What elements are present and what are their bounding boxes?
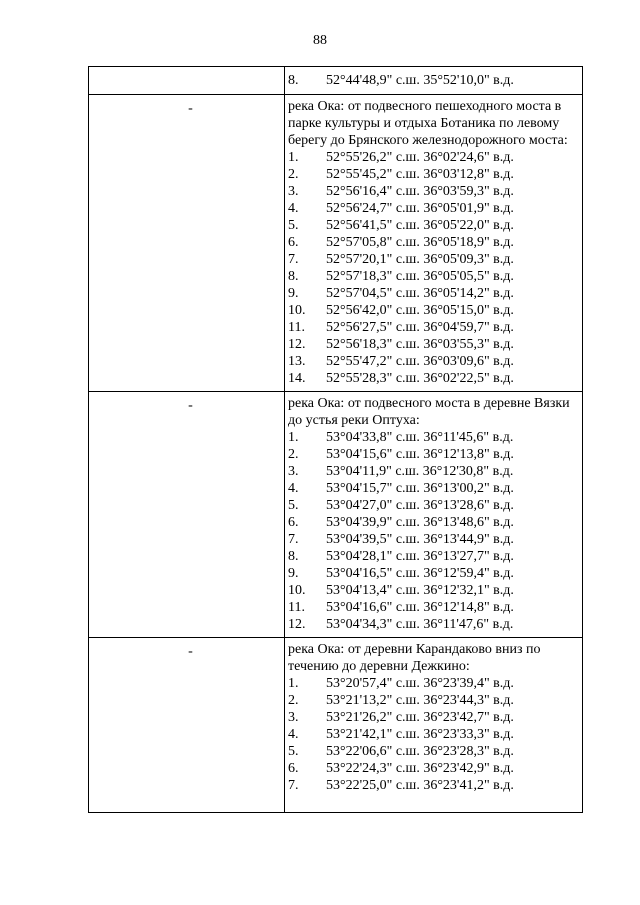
coordinate-number: 8. xyxy=(288,73,299,88)
coordinate-row xyxy=(288,251,582,268)
coordinate-row xyxy=(288,268,582,285)
section-marker: - xyxy=(188,101,193,116)
coordinate-number: 14. xyxy=(288,371,306,386)
table-row-section xyxy=(89,638,583,813)
coordinate-number: 2. xyxy=(288,167,299,182)
left-cell xyxy=(89,95,285,392)
coordinate-value: 53°22'06,6" с.ш. 36°23'28,3" в.д. xyxy=(326,744,514,759)
coordinate-number: 2. xyxy=(288,447,299,462)
coordinate-value: 53°21'42,1" с.ш. 36°23'33,3" в.д. xyxy=(326,727,514,742)
coordinate-number: 13. xyxy=(288,354,306,369)
coordinate-row xyxy=(288,463,582,480)
coordinate-row xyxy=(288,200,582,217)
right-cell xyxy=(285,95,583,392)
coordinate-value: 52°56'42,0" с.ш. 36°05'15,0" в.д. xyxy=(326,303,514,318)
coordinate-row xyxy=(288,599,582,616)
coordinate-number: 4. xyxy=(288,481,299,496)
coordinate-value: 52°57'05,8" с.ш. 36°05'18,9" в.д. xyxy=(326,235,514,250)
coordinate-value: 53°04'16,5" с.ш. 36°12'59,4" в.д. xyxy=(326,566,514,581)
table-row-section xyxy=(89,392,583,638)
coordinate-number: 6. xyxy=(288,515,299,530)
coordinate-value: 52°55'45,2" с.ш. 36°03'12,8" в.д. xyxy=(326,167,514,182)
coordinate-number: 12. xyxy=(288,617,306,632)
coordinate-number: 7. xyxy=(288,252,299,267)
table-row-continuation xyxy=(89,67,583,95)
coordinate-row xyxy=(288,565,582,582)
coordinates-table xyxy=(88,66,583,813)
right-cell xyxy=(285,67,583,95)
coordinate-value: 52°56'41,5" с.ш. 36°05'22,0" в.д. xyxy=(326,218,514,233)
coordinate-value: 52°56'16,4" с.ш. 36°03'59,3" в.д. xyxy=(326,184,514,199)
coordinate-row xyxy=(288,675,582,692)
section-description: река Ока: от подвесного моста в деревне Вязки до устья реки Оптуха: xyxy=(288,396,570,428)
coordinate-value: 53°04'28,1" с.ш. 36°13'27,7" в.д. xyxy=(326,549,514,564)
coordinate-number: 1. xyxy=(288,430,299,445)
coordinate-row xyxy=(288,72,582,89)
coordinate-row xyxy=(288,166,582,183)
coordinate-number: 8. xyxy=(288,549,299,564)
coordinate-value: 52°44'48,9" с.ш. 35°52'10,0" в.д. xyxy=(326,73,514,88)
coordinate-row xyxy=(288,692,582,709)
coordinate-row xyxy=(288,149,582,166)
left-cell xyxy=(89,67,285,95)
section-description: река Ока: от деревни Карандаково вниз по течению до деревни Дежкино: xyxy=(288,642,541,674)
coordinate-row xyxy=(288,760,582,777)
coordinate-row xyxy=(288,217,582,234)
coordinate-row xyxy=(288,548,582,565)
coordinate-number: 11. xyxy=(288,600,305,615)
coordinate-number: 3. xyxy=(288,184,299,199)
coordinate-value: 52°57'04,5" с.ш. 36°05'14,2" в.д. xyxy=(326,286,514,301)
coordinate-number: 1. xyxy=(288,150,299,165)
coordinate-number: 6. xyxy=(288,761,299,776)
coordinate-row xyxy=(288,429,582,446)
coordinate-number: 5. xyxy=(288,744,299,759)
coordinate-value: 52°56'18,3" с.ш. 36°03'55,3" в.д. xyxy=(326,337,514,352)
coordinate-row xyxy=(288,514,582,531)
coordinate-value: 52°55'28,3" с.ш. 36°02'22,5" в.д. xyxy=(326,371,514,386)
coordinate-number: 9. xyxy=(288,286,299,301)
coordinate-number: 3. xyxy=(288,464,299,479)
coordinate-value: 52°56'27,5" с.ш. 36°04'59,7" в.д. xyxy=(326,320,514,335)
coordinate-number: 12. xyxy=(288,337,306,352)
coordinate-value: 53°22'25,0" с.ш. 36°23'41,2" в.д. xyxy=(326,778,514,793)
coordinate-row xyxy=(288,480,582,497)
coordinate-row xyxy=(288,353,582,370)
coordinate-number: 1. xyxy=(288,676,299,691)
page-number: 88 xyxy=(313,33,327,48)
coordinate-value: 53°04'13,4" с.ш. 36°12'32,1" в.д. xyxy=(326,583,514,598)
left-cell xyxy=(89,392,285,638)
coordinate-row xyxy=(288,497,582,514)
coordinate-value: 53°20'57,4" с.ш. 36°23'39,4" в.д. xyxy=(326,676,514,691)
coordinate-number: 9. xyxy=(288,566,299,581)
coordinate-number: 7. xyxy=(288,532,299,547)
coordinate-value: 52°57'18,3" с.ш. 36°05'05,5" в.д. xyxy=(326,269,514,284)
section-description: река Ока: от подвесного пешеходного моста в парке культуры и отдыха Ботаника по левому берегу до Брянского железнодорожного моста: xyxy=(288,99,568,148)
coordinate-value: 53°22'24,3" с.ш. 36°23'42,9" в.д. xyxy=(326,761,514,776)
left-cell xyxy=(89,638,285,813)
coordinate-number: 6. xyxy=(288,235,299,250)
coordinate-value: 53°21'13,2" с.ш. 36°23'44,3" в.д. xyxy=(326,693,514,708)
coordinate-value: 53°04'34,3" с.ш. 36°11'47,6" в.д. xyxy=(326,617,514,632)
coordinate-value: 52°55'47,2" с.ш. 36°03'09,6" в.д. xyxy=(326,354,514,369)
coordinate-row xyxy=(288,616,582,633)
coordinate-number: 3. xyxy=(288,710,299,725)
coordinate-value: 52°57'20,1" с.ш. 36°05'09,3" в.д. xyxy=(326,252,514,267)
coordinate-row xyxy=(288,234,582,251)
coordinate-number: 4. xyxy=(288,727,299,742)
coordinate-row xyxy=(288,582,582,599)
coordinate-number: 7. xyxy=(288,778,299,793)
coordinate-value: 53°04'27,0" с.ш. 36°13'28,6" в.д. xyxy=(326,498,514,513)
coordinate-value: 53°04'39,9" с.ш. 36°13'48,6" в.д. xyxy=(326,515,514,530)
coordinate-value: 52°55'26,2" с.ш. 36°02'24,6" в.д. xyxy=(326,150,514,165)
coordinate-number: 5. xyxy=(288,498,299,513)
coordinate-number: 4. xyxy=(288,201,299,216)
coordinate-value: 53°04'15,7" с.ш. 36°13'00,2" в.д. xyxy=(326,481,514,496)
right-cell xyxy=(285,392,583,638)
coordinate-row xyxy=(288,370,582,387)
coordinate-value: 53°21'26,2" с.ш. 36°23'42,7" в.д. xyxy=(326,710,514,725)
coordinate-row xyxy=(288,183,582,200)
coordinate-value: 53°04'11,9" с.ш. 36°12'30,8" в.д. xyxy=(326,464,514,479)
coordinate-row xyxy=(288,726,582,743)
coordinate-number: 10. xyxy=(288,303,306,318)
coordinate-number: 10. xyxy=(288,583,306,598)
coordinate-row xyxy=(288,319,582,336)
coordinate-row xyxy=(288,709,582,726)
section-marker: - xyxy=(188,398,193,413)
coordinate-number: 8. xyxy=(288,269,299,284)
coordinate-row xyxy=(288,302,582,319)
coordinate-row xyxy=(288,743,582,760)
right-cell xyxy=(285,638,583,813)
coordinate-value: 53°04'39,5" с.ш. 36°13'44,9" в.д. xyxy=(326,532,514,547)
coordinate-value: 53°04'16,6" с.ш. 36°12'14,8" в.д. xyxy=(326,600,514,615)
section-marker: - xyxy=(188,644,193,659)
cell-spacer xyxy=(288,794,582,808)
coordinate-row xyxy=(288,285,582,302)
coordinate-number: 11. xyxy=(288,320,305,335)
table-row-section xyxy=(89,95,583,392)
coordinate-number: 2. xyxy=(288,693,299,708)
coordinate-row xyxy=(288,336,582,353)
coordinate-value: 53°04'15,6" с.ш. 36°12'13,8" в.д. xyxy=(326,447,514,462)
coordinate-value: 53°04'33,8" с.ш. 36°11'45,6" в.д. xyxy=(326,430,514,445)
coordinate-value: 52°56'24,7" с.ш. 36°05'01,9" в.д. xyxy=(326,201,514,216)
coordinate-row xyxy=(288,531,582,548)
coordinate-number: 5. xyxy=(288,218,299,233)
coordinate-row xyxy=(288,777,582,794)
coordinate-row xyxy=(288,446,582,463)
